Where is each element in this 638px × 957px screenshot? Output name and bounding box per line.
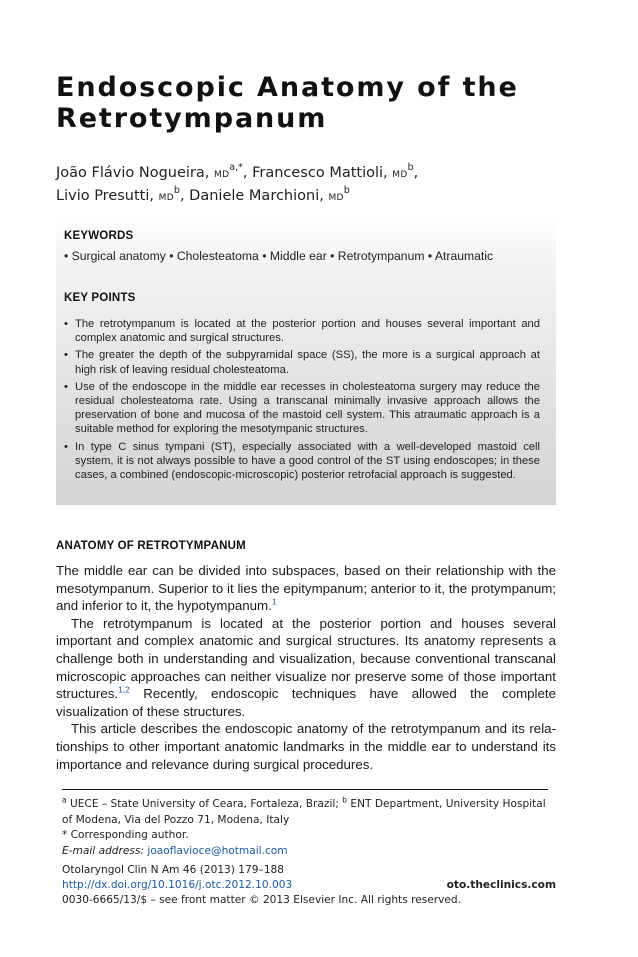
author-line-2 — [56, 186, 596, 209]
author-name: , Daniele Marchioni, — [179, 188, 329, 204]
footnote-marker: a — [62, 795, 67, 805]
reference-link[interactable]: 1,2 — [118, 684, 130, 695]
key-point-item — [64, 440, 540, 483]
article-title — [56, 72, 596, 134]
journal-info — [62, 863, 556, 908]
affiliation-marker[interactable]: b — [343, 185, 350, 197]
title-line-1: Endoscopic Anatomy of the — [56, 72, 519, 103]
key-point-text: Use of the endoscope in the middle ear recesses in cholesteatoma surgery may reduce the residual cholesteatoma rate. Using a transcanal minimally invasive approach allows the preservation of bone and mucosa of the mastoid cell system. This atraumatic approach is a suitable method for exploring the mesotympanic structures. — [75, 380, 540, 436]
author-degree: MD — [392, 170, 408, 180]
paragraph-text: This article describes the endoscopic anatomy of the retrotympanum and its relationships to other important anatomic landmarks in the middle ear to understand its importance and relevance during surgical procedures. — [56, 721, 556, 772]
reference-link[interactable]: 1 — [271, 596, 277, 607]
affiliation-text: UECE – State University of Ceara, Fortaleza, Brazil; — [66, 798, 343, 810]
key-points-list — [64, 317, 540, 485]
key-point-text: The greater the depth of the subpyramidal space (SS), the more is a surgical approach at high risk of leaving residual cholesteatoma. — [75, 349, 540, 376]
section-heading: ANATOMY OF RETROTYMPANUM — [56, 540, 246, 552]
journal-site-link[interactable]: oto.theclinics.com — [446, 879, 556, 891]
author-degree: MD — [214, 170, 230, 180]
key-point-item — [64, 317, 540, 345]
body-text — [56, 562, 556, 773]
affiliation-marker[interactable]: b — [173, 185, 180, 197]
author-list — [56, 163, 596, 209]
paragraph-text: The retrotympanum is located at the posterior portion and houses several important and complex anatomic and surgical structures. Its anatomy represents a challenge both in understanding and visualization, because conventional transcanal microscopic approaches can neither visualize nor preserve some of those important structures. — [56, 615, 556, 702]
corresponding-author: * Corresponding author. — [62, 829, 189, 841]
footnote-marker: b — [342, 795, 348, 805]
author-separator: , — [413, 165, 419, 181]
affiliation-marker[interactable]: b — [407, 162, 414, 174]
journal-citation: Otolaryngol Clin N Am 46 (2013) 179–188 — [62, 864, 285, 876]
keywords-heading: KEYWORDS — [64, 230, 134, 242]
key-point-text: The retrotympanum is located at the posterior portion and houses several important and complex anatomic and surgical structures. — [75, 318, 540, 345]
bullet-marker: • — [64, 318, 68, 330]
footnotes — [62, 797, 556, 859]
affiliations — [62, 797, 556, 828]
email-label: E-mail address: — [62, 844, 148, 857]
paragraph — [56, 562, 556, 615]
key-point-text: In type C sinus tympani (ST), especially associated with a well-developed mastoid cell system, it is not always possible to have a good control of the ST using endoscopes; in these cases, a combined (endoscopic-microscopic) posterior retrofacial approach is suggested. — [75, 440, 540, 482]
doi-link[interactable]: http://dx.doi.org/10.1016/j.otc.2012.10.003 — [62, 879, 293, 891]
affiliation-text: ENT Department, University Hospital of Modena, Via del Pozzo 71, Modena, Italy — [62, 798, 546, 826]
footnote-divider — [62, 789, 548, 790]
author-degree: MD — [328, 193, 344, 203]
author-name: , Francesco Mattioli, — [242, 165, 393, 181]
key-points-heading: KEY POINTS — [64, 292, 136, 304]
bullet-marker: • — [64, 349, 68, 362]
author-name: João Flávio Nogueira, — [56, 165, 214, 181]
bullet-marker: • — [64, 380, 68, 393]
title-line-2: Retrotympanum — [56, 103, 328, 134]
copyright-line: 0030-6665/13/$ – see front matter © 2013 Elsevier Inc. All rights reserved. — [62, 894, 461, 906]
key-point-item — [64, 380, 540, 437]
author-degree: MD — [158, 193, 174, 203]
email-line — [62, 844, 556, 860]
key-point-item — [64, 348, 540, 376]
email-link[interactable]: joaoflavioce@hotmail.com — [147, 844, 288, 857]
affiliation-marker[interactable]: a,* — [229, 162, 243, 174]
keywords-list: • Surgical anatomy • Cholesteatoma • Middle ear • Retrotympanum • Atraumatic — [64, 249, 494, 263]
author-line-1 — [56, 163, 596, 186]
paragraph-text: Recently, endoscopic techniques have allowed the complete visualization of these structures. — [56, 686, 556, 719]
author-name: Livio Presutti, — [56, 188, 159, 204]
paragraph — [56, 720, 556, 773]
bullet-marker: • — [64, 440, 68, 453]
paragraph-text: The middle ear can be divided into subspaces, based on their relationship with the mesotympanum. Superior to it lies the epitympanum; anterior to it, the protympanum; and inferior to it, the hypotympanum. — [56, 563, 556, 614]
paragraph — [56, 615, 556, 721]
